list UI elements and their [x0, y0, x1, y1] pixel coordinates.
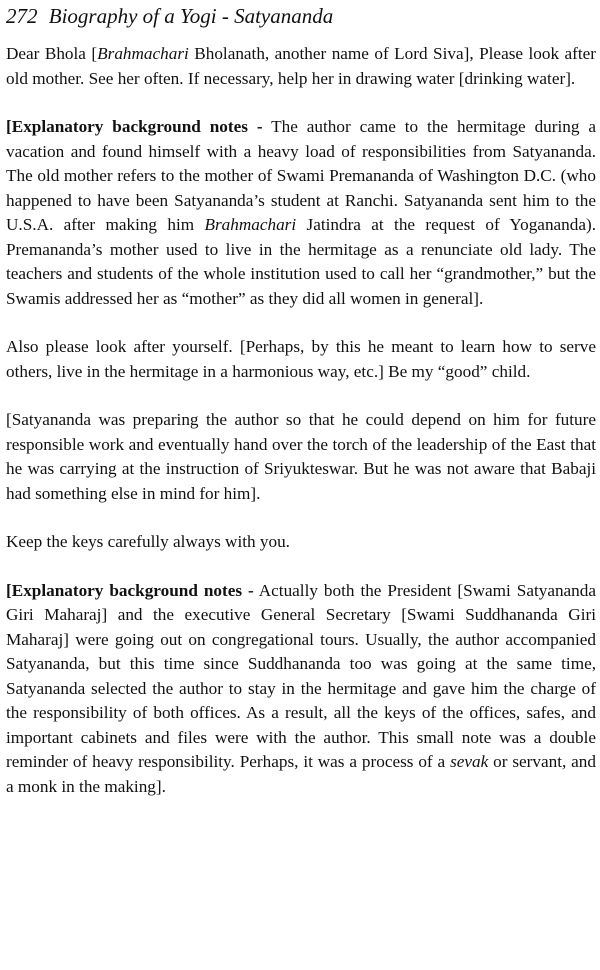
book-title: Biography of a Yogi - Satyananda [48, 4, 334, 28]
text-run: Actually both the President [Swami Satyananda Giri Maharaj] and the executive General Secretary [Swami Suddhananda Giri Maharaj] were going out on congregational tours. Usually, the author accompanied Satyananda, but this time since Suddhananda too was going at the same time, Satyananda selected the author to stay in the hermitage and gave him the charge of the responsibility of both offices. As a result, all the keys of the offices, safes, and important cabinets and files were with the author. This small note was a double reminder of heavy responsibility. Perhaps, it was a process of a [6, 580, 596, 771]
paragraph-letter-opening [6, 42, 596, 91]
paragraph-explanatory-note-1 [6, 115, 596, 311]
page-number: 272 [6, 4, 38, 28]
italic-term: Brahmachari [204, 215, 297, 234]
paragraph-satyananda-preparing: [Satyananda was preparing the author so that he could depend on him for future responsible work and eventually hand over the torch of the leadership of the East that he was carrying at the instruction of Sriyukteswar. But he was not aware that Babaji had something else in mind for him]. [6, 410, 596, 503]
paragraph-keep-keys: Keep the keys carefully always with you. [6, 532, 290, 551]
italic-term: Brahmachari [97, 44, 189, 63]
text-run: The author came to the hermitage during a vacation and found himself with a heavy load of responsibilities from Satyananda. The old mother refers to the mother of Swami Premananda of Washington D.C. (who happened to have been Satyananda’s student at Ranchi. Satyananda sent him to the U.S.A. after making him [6, 117, 596, 234]
paragraph-explanatory-note-2 [6, 579, 596, 800]
note-heading: [Explanatory background notes - [6, 580, 254, 600]
note-heading: [Explanatory background notes - [6, 117, 263, 136]
paragraph-look-after-yourself: Also please look after yourself. [Perhaps, by this he meant to learn how to serve others, live in the hermitage in a harmonious way, etc.] Be my “good” child. [6, 337, 596, 381]
running-head [6, 2, 596, 30]
italic-term: sevak [450, 752, 489, 771]
text-run: or servant, and a monk in the making]. [6, 752, 596, 796]
text-run: Dear Bhola [ [6, 44, 98, 63]
text-run: Jatindra at the request of Yogananda). Premananda’s mother used to live in the hermitage as a renunciate old lady. The teachers and students of the whole institution used to call her “grandmother,” but the Swamis addressed her as “mother” as they did all women in general]. [6, 215, 596, 308]
text-run: Bholanath, another name of Lord Siva], Please look after old mother. See her often. If necessary, help her in drawing water [drinking water]. [6, 44, 596, 88]
